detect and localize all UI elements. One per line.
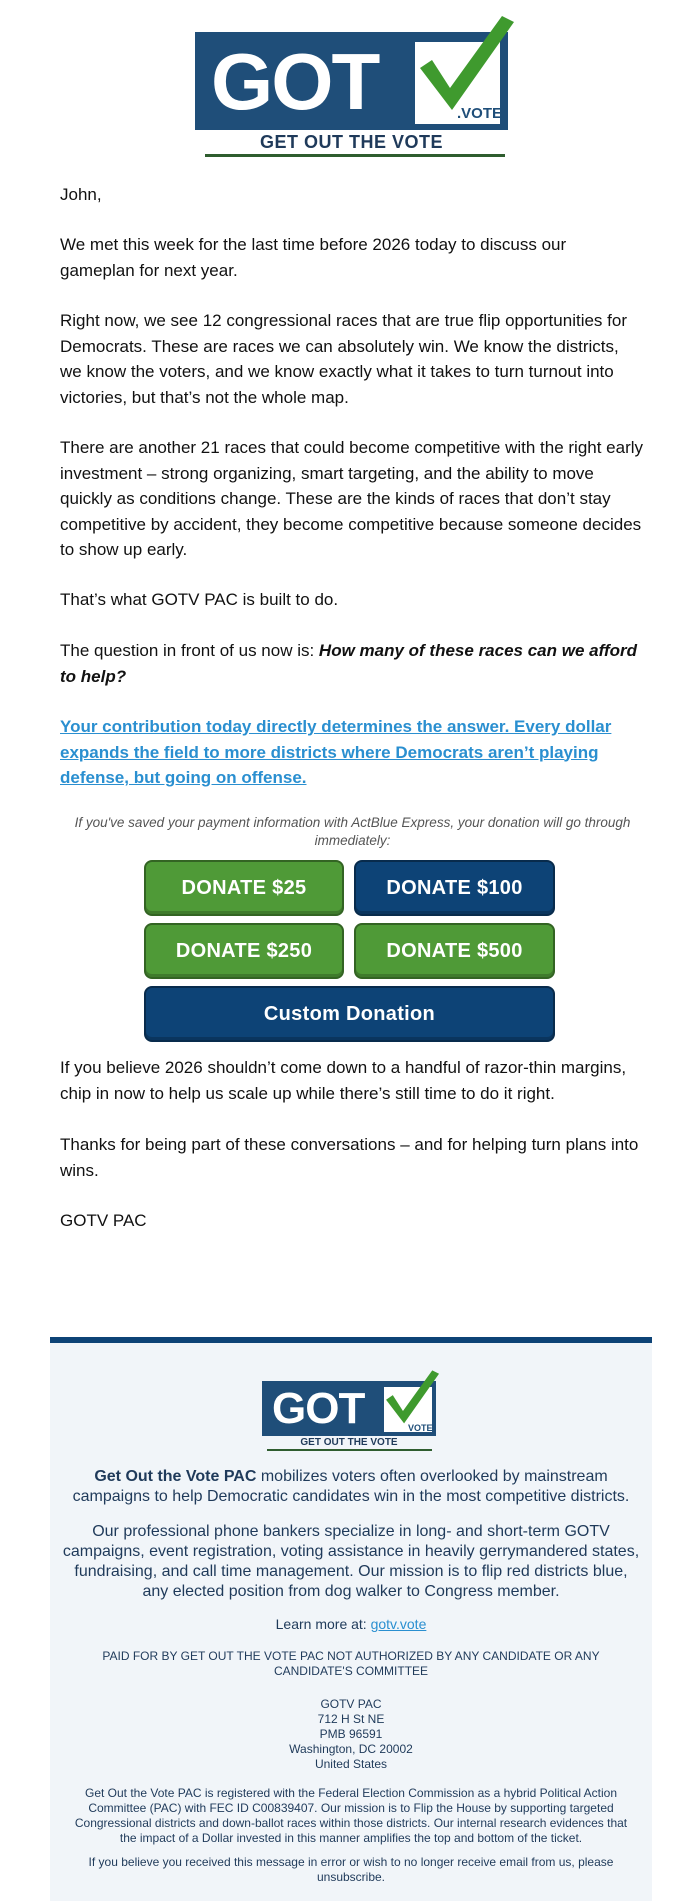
address-line: GOTV PAC xyxy=(320,1697,382,1711)
footer-logo-tagline: GET OUT THE VOTE xyxy=(300,1437,398,1448)
footer-lead xyxy=(60,1467,642,1507)
paragraph-2: Right now, we see 12 congressional races that are true flip opportunities for Democrats. These are races we can absolutely win. We know the districts, we know the voters, and we know exactly what it takes to turn turnout into victories, but that’s not the whole map. xyxy=(60,311,627,407)
learn-more-label: Learn more at: xyxy=(275,1616,371,1632)
logo-tagline: GET OUT THE VOTE xyxy=(259,132,443,152)
footer-mission: Our professional phone bankers specialize in long- and short-term GOTV campaigns, event registration, voting assistance in heavily gerrymandered states, fundraising, and call time management. Our mission is to flip red districts blue, any elected position from dog walker to Congress member. xyxy=(62,1523,640,1600)
question-intro: The question in front of us now is: xyxy=(60,641,319,660)
logo-word: GOT xyxy=(211,37,379,126)
address-line: Washington, DC 20002 xyxy=(289,1742,413,1756)
address-line: 712 H St NE xyxy=(317,1712,385,1726)
address-line: United States xyxy=(314,1757,388,1771)
paragraph-3: There are another 21 races that could become competitive with the right early investment – strong organizing, smart targeting, and the ability to move quickly as conditions change. These are the kinds of races that don’t stay competitive by accident, they become competitive because someone decides to show up early. xyxy=(60,438,644,559)
paragraph-5 xyxy=(60,638,645,689)
footer-logo-word: GOT xyxy=(272,1384,365,1433)
mailing-address xyxy=(60,1697,642,1772)
footer xyxy=(50,1337,652,1901)
signature: GOTV PAC xyxy=(60,1211,147,1230)
donate-500-button[interactable]: DONATE $500 xyxy=(354,923,555,979)
footer-org-name: Get Out the Vote PAC xyxy=(94,1468,257,1485)
donate-25-button[interactable]: DONATE $25 xyxy=(144,860,344,916)
logo-suffix: .VOTE xyxy=(457,105,503,122)
footer-learn-more xyxy=(60,1615,642,1633)
paid-for-disclaimer: PAID FOR BY GET OUT THE VOTE PAC NOT AUTHORIZED BY ANY CANDIDATE OR ANY CANDIDATE'S COMMITTEE xyxy=(102,1649,600,1678)
paragraph-4: That’s what GOTV PAC is built to do. xyxy=(60,590,339,609)
cta-paragraph xyxy=(60,714,645,791)
address-line: PMB 96591 xyxy=(319,1727,383,1741)
unsubscribe-note[interactable]: If you believe you received this message in error or wish to no longer receive email from us, please unsubscribe. xyxy=(88,1855,614,1884)
fec-disclaimer: Get Out the Vote PAC is registered with the Federal Election Commission as a hybrid Political Action Committee (PAC) with FEC ID C00839407. Our mission is to Flip the House by supporting targeted Congressional districts and down-ballot races within those districts. Our internal research evidences that the impact of a Dollar invested in this manner amplifies the top and bottom of the ticket. xyxy=(74,1786,628,1845)
paragraph-7: Thanks for being part of these conversations – and for helping turn plans into wins. xyxy=(60,1135,639,1180)
footer-logo-underline xyxy=(267,1449,432,1451)
donate-250-button[interactable]: DONATE $250 xyxy=(144,923,344,979)
checkmark-icon xyxy=(410,10,515,120)
footer-logo-suffix: VOTE xyxy=(408,1423,433,1433)
gotv-website-link[interactable]: gotv.vote xyxy=(370,1616,427,1632)
gotv-logo[interactable] xyxy=(195,10,510,156)
greeting: John, xyxy=(60,185,102,204)
custom-donation-button[interactable]: Custom Donation xyxy=(144,986,555,1042)
question-emphasis: How many of these races can we afford to help? xyxy=(60,641,637,686)
actblue-note: If you've saved your payment information with ActBlue Express, your donation will go through immediately: xyxy=(74,815,631,848)
footer-checkmark-icon xyxy=(380,1367,440,1429)
footer-logo[interactable] xyxy=(262,1367,437,1449)
footer-lead-rest: mobilizes voters often overlooked by mainstream campaigns to help Democratic candidates win in the most competitive districts. xyxy=(72,1468,630,1505)
paragraph-1: We met this week for the last time before 2026 today to discuss our gameplan for next year. xyxy=(60,235,567,280)
contribution-link[interactable]: Your contribution today directly determines the answer. Every dollar expands the field to more districts where Democrats aren’t playing defense, but going on offense. xyxy=(60,717,612,787)
donate-100-button[interactable]: DONATE $100 xyxy=(354,860,555,916)
logo-underline xyxy=(205,154,505,157)
paragraph-6: If you believe 2026 shouldn’t come down to a handful of razor-thin margins, chip in now to help us scale up while there’s still time to do it right. xyxy=(60,1058,627,1103)
